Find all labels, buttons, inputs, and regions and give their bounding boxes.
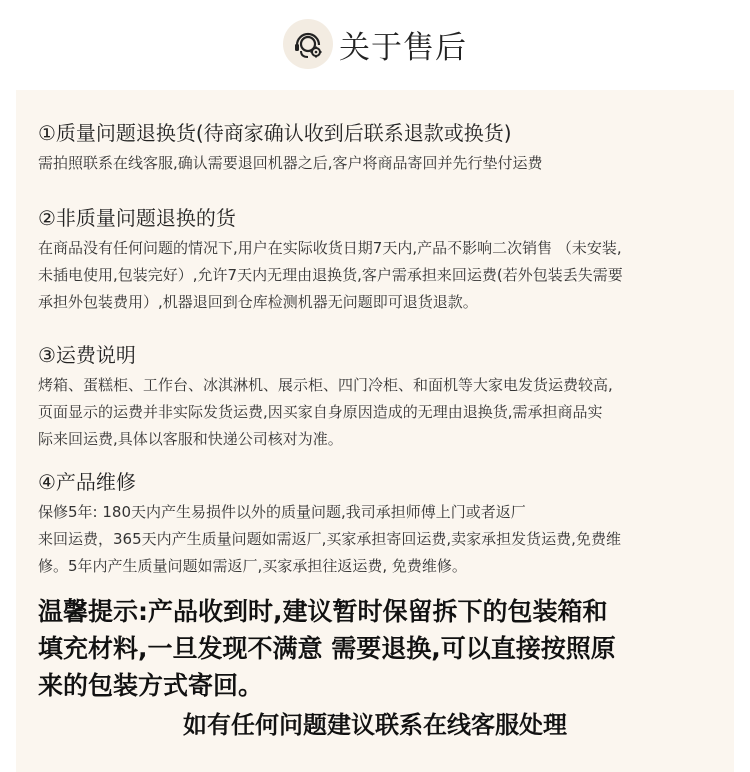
section-body	[38, 235, 728, 316]
header-inner	[283, 19, 467, 69]
section-line: 来回运费，365天内产生质量问题如需返厂,买家承担寄回运费,卖家承担发货运费,免费维	[38, 530, 621, 548]
section-product-repair	[38, 469, 728, 580]
section-line: 未插电使用,包装完好）,允许7天内无理由退换货,客户需承担来回运费(若外包装丢失需要	[38, 266, 623, 284]
tip-line: 填充材料,一旦发现不满意 需要退换,可以直接按照原	[38, 634, 616, 663]
section-line: 在商品没有任何问题的情况下,用户在实际收货日期7天内,产品不影响二次销售 （未安装,	[38, 239, 622, 257]
section-quality-return	[38, 120, 728, 177]
section-line: 际来回运费,具体以客服和快递公司核对为准。	[38, 430, 343, 448]
section-body	[38, 372, 728, 453]
warm-tip	[38, 593, 728, 704]
headset-gear-icon	[283, 19, 333, 69]
after-sales-card	[16, 90, 734, 772]
headset-gear-icon-svg	[291, 27, 325, 61]
section-body	[38, 150, 728, 177]
section-line: 烤箱、蛋糕柜、工作台、冰淇淋机、展示柜、四门冷柜、和面机等大家电发货运费较高,	[38, 376, 613, 394]
section-line: 保修5年: 180天内产生易损件以外的质量问题,我司承担师傅上门或者返厂	[38, 503, 526, 521]
section-title: ④产品维修	[38, 470, 136, 494]
section-shipping-fee	[38, 342, 728, 453]
section-non-quality-return	[38, 205, 728, 316]
section-body	[38, 499, 728, 580]
contact-service-note: 如有任何问题建议联系在线客服处理	[183, 711, 567, 739]
section-line: 需拍照联系在线客服,确认需要退回机器之后,客户将商品寄回并先行垫付运费	[38, 154, 543, 172]
tip-line: 来的包装方式寄回。	[38, 671, 264, 700]
section-title: ①质量问题退换货(待商家确认收到后联系退款或换货)	[38, 121, 512, 145]
page-title: 关于售后	[339, 29, 467, 66]
section-line: 修。5年内产生质量问题如需返厂,买家承担往返运费, 免费维修。	[38, 557, 467, 575]
section-line: 页面显示的运费并非实际发货运费,因买家自身原因造成的无理由退换货,需承担商品实	[38, 403, 603, 421]
section-title: ②非质量问题退换的货	[38, 206, 236, 230]
page-header	[0, 0, 750, 88]
tip-line: 温馨提示:产品收到时,建议暂时保留拆下的包装箱和	[38, 597, 608, 626]
section-line: 承担外包装费用）,机器退回到仓库检测机器无问题即可退货退款。	[38, 293, 478, 311]
section-title: ③运费说明	[38, 343, 136, 367]
